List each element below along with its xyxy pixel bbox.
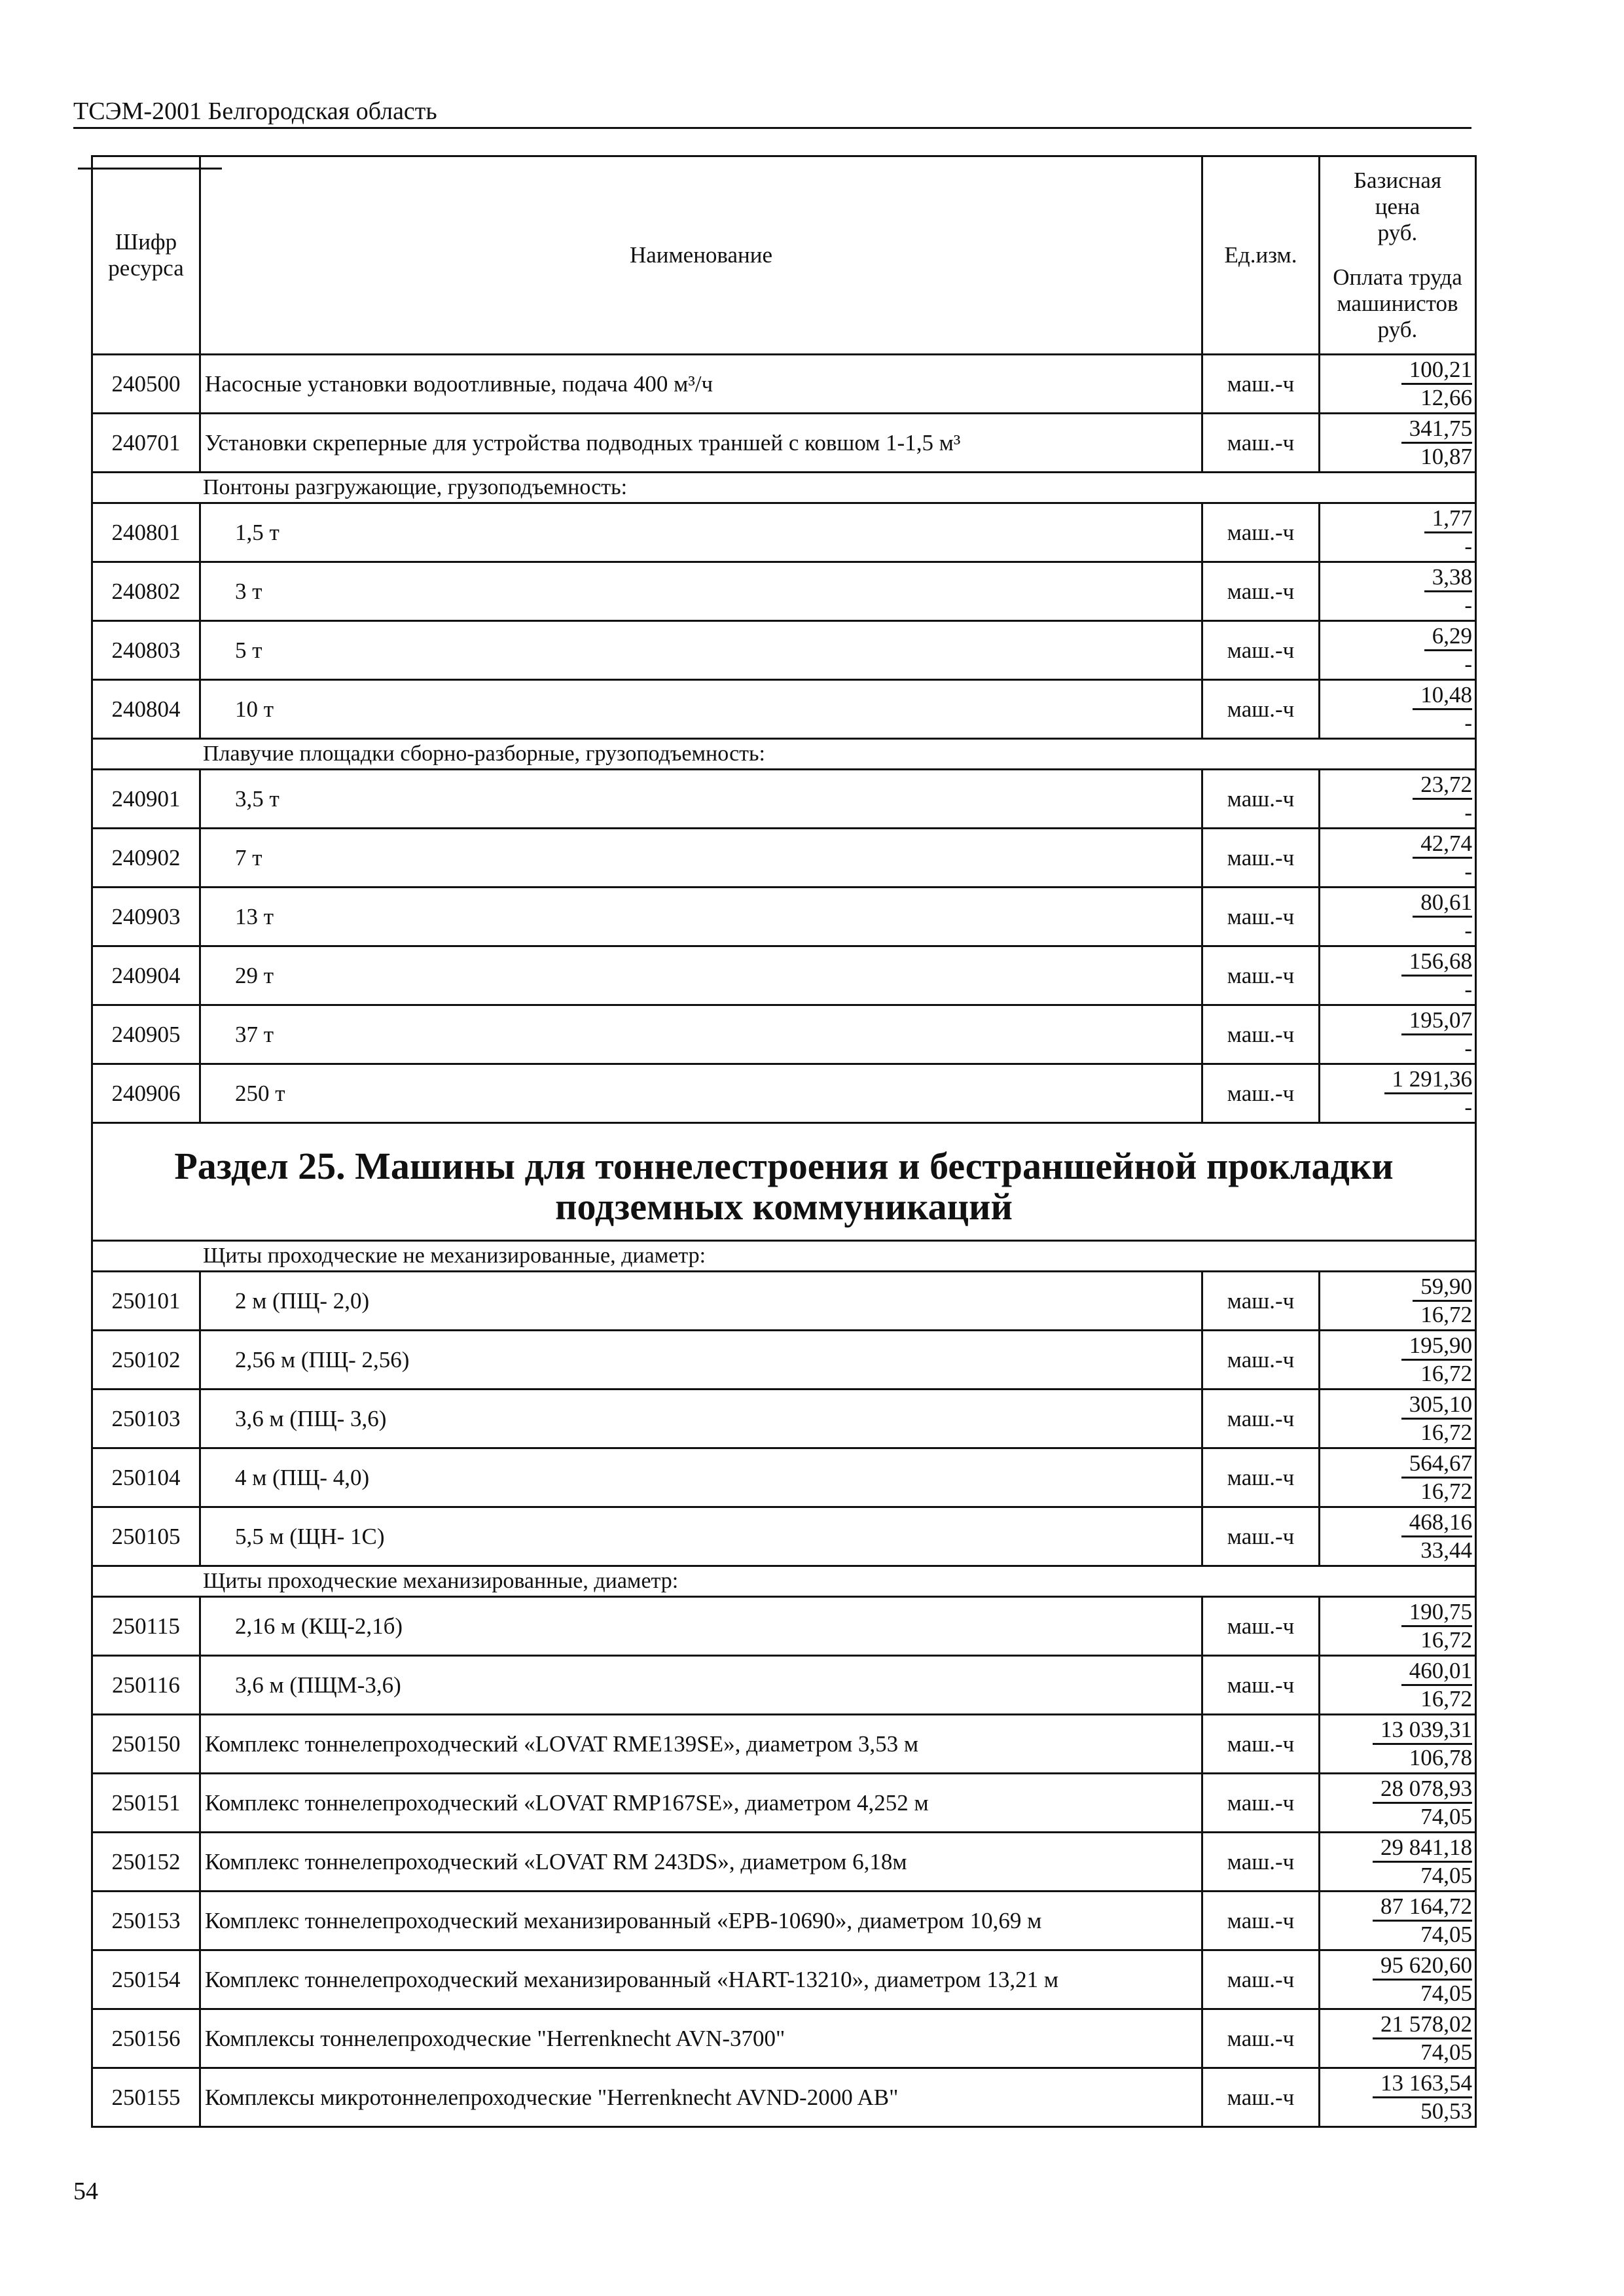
table-row xyxy=(92,1272,1476,1331)
table-row xyxy=(92,888,1476,946)
resource-code: 250156 xyxy=(92,2009,200,2068)
header-price-line6: руб. xyxy=(1377,317,1418,342)
resource-code: 250102 xyxy=(92,1331,200,1390)
base-price: 10,48 xyxy=(1413,682,1472,710)
unit-of-measure: маш.-ч xyxy=(1202,414,1320,473)
operator-labor-cost: - xyxy=(1464,651,1472,677)
resource-name: 2 м (ПЩ- 2,0) xyxy=(200,1272,1202,1331)
resource-name: 3,6 м (ПЩ- 3,6) xyxy=(200,1390,1202,1448)
base-price: 29 841,18 xyxy=(1373,1835,1472,1863)
resource-code: 240500 xyxy=(92,355,200,414)
price-cell xyxy=(1320,1656,1476,1715)
table-row xyxy=(92,2009,1476,2068)
price-cell xyxy=(1320,1833,1476,1892)
resource-code: 250105 xyxy=(92,1507,200,1566)
unit-of-measure: маш.-ч xyxy=(1202,770,1320,829)
table-row xyxy=(92,1715,1476,1774)
base-price: 13 039,31 xyxy=(1373,1717,1472,1745)
price-cell xyxy=(1320,2009,1476,2068)
base-price: 564,67 xyxy=(1401,1450,1472,1479)
price-cell xyxy=(1320,888,1476,946)
table-row xyxy=(92,770,1476,829)
group-heading-row xyxy=(92,1566,1476,1597)
table-row xyxy=(92,414,1476,473)
unit-of-measure: маш.-ч xyxy=(1202,503,1320,562)
unit-of-measure: маш.-ч xyxy=(1202,1448,1320,1507)
operator-labor-cost: 16,72 xyxy=(1420,1479,1472,1504)
operator-labor-cost: - xyxy=(1464,859,1472,884)
base-price: 95 620,60 xyxy=(1373,1952,1472,1981)
base-price: 13 163,54 xyxy=(1373,2070,1472,2098)
table-row xyxy=(92,946,1476,1005)
price-cell xyxy=(1320,1331,1476,1390)
price-cell xyxy=(1320,1950,1476,2009)
header-unit-cell: Ед.изм. xyxy=(1202,156,1320,355)
header-price-cell xyxy=(1320,156,1476,355)
unit-of-measure: маш.-ч xyxy=(1202,1331,1320,1390)
resource-code: 240902 xyxy=(92,829,200,888)
table-row xyxy=(92,2068,1476,2127)
unit-of-measure: маш.-ч xyxy=(1202,621,1320,680)
price-cell xyxy=(1320,946,1476,1005)
price-cell xyxy=(1320,503,1476,562)
operator-labor-cost: - xyxy=(1464,1094,1472,1120)
resource-name: 2,56 м (ПЩ- 2,56) xyxy=(200,1331,1202,1390)
base-price: 305,10 xyxy=(1401,1391,1472,1420)
unit-of-measure: маш.-ч xyxy=(1202,2068,1320,2127)
group-heading-text: Щиты проходческие механизированные, диаметр: xyxy=(92,1566,1476,1597)
group-heading-text: Плавучие площадки сборно-разборные, грузоподъемность: xyxy=(92,739,1476,770)
price-cell xyxy=(1320,829,1476,888)
unit-of-measure: маш.-ч xyxy=(1202,1597,1320,1656)
section-title-line1: Раздел 25. Машины для тоннелестроения и бестраншейной прокладки xyxy=(174,1144,1394,1187)
base-price: 42,74 xyxy=(1413,831,1472,859)
price-cell xyxy=(1320,1597,1476,1656)
resource-code: 240801 xyxy=(92,503,200,562)
resource-code: 250116 xyxy=(92,1656,200,1715)
header-price-line3: руб. xyxy=(1377,220,1418,245)
base-price: 1,77 xyxy=(1424,505,1472,533)
operator-labor-cost: - xyxy=(1464,800,1472,825)
operator-labor-cost: 74,05 xyxy=(1420,1863,1472,1888)
resource-name: Комплексы тоннелепроходческие "Herrenknecht AVN-3700" xyxy=(200,2009,1202,2068)
table-row xyxy=(92,1656,1476,1715)
resource-code: 250152 xyxy=(92,1833,200,1892)
resource-name: Комплекс тоннелепроходческий «LOVAT RME139SE», диаметром 3,53 м xyxy=(200,1715,1202,1774)
price-cell xyxy=(1320,770,1476,829)
resource-code: 240803 xyxy=(92,621,200,680)
unit-of-measure: маш.-ч xyxy=(1202,1656,1320,1715)
resource-name: Насосные установки водоотливные, подача 400 м³/ч xyxy=(200,355,1202,414)
header-code-line1: Шифр xyxy=(115,229,177,255)
resource-code: 250115 xyxy=(92,1597,200,1656)
table-row xyxy=(92,1892,1476,1950)
table-row xyxy=(92,621,1476,680)
operator-labor-cost: 74,05 xyxy=(1420,1981,1472,2006)
table-header-row xyxy=(92,156,1476,355)
price-cell xyxy=(1320,414,1476,473)
table-row xyxy=(92,1448,1476,1507)
base-price: 156,68 xyxy=(1401,948,1472,977)
table-row xyxy=(92,1005,1476,1064)
table-row xyxy=(92,680,1476,739)
unit-of-measure: маш.-ч xyxy=(1202,1892,1320,1950)
resource-name: 3,5 т xyxy=(200,770,1202,829)
operator-labor-cost: - xyxy=(1464,592,1472,618)
group-heading-row xyxy=(92,1241,1476,1272)
section-heading-row xyxy=(92,1123,1476,1241)
header-price-line5: машинистов xyxy=(1337,291,1458,316)
base-price: 59,90 xyxy=(1413,1274,1472,1302)
resource-name: 29 т xyxy=(200,946,1202,1005)
header-rule xyxy=(73,127,1471,129)
resource-code: 240905 xyxy=(92,1005,200,1064)
resource-code: 250150 xyxy=(92,1715,200,1774)
table-row xyxy=(92,1331,1476,1390)
price-cell xyxy=(1320,2068,1476,2127)
resource-name: 2,16 м (КЩ-2,1б) xyxy=(200,1597,1202,1656)
resource-code: 250155 xyxy=(92,2068,200,2127)
group-heading-row xyxy=(92,473,1476,503)
operator-labor-cost: - xyxy=(1464,1035,1472,1061)
resource-name: Установки скреперные для устройства подводных траншей с ковшом 1-1,5 м³ xyxy=(200,414,1202,473)
section-heading-cell xyxy=(92,1123,1476,1241)
unit-of-measure: маш.-ч xyxy=(1202,562,1320,621)
header-name-cell: Наименование xyxy=(200,156,1202,355)
resource-name: 5 т xyxy=(200,621,1202,680)
base-price: 100,21 xyxy=(1401,357,1472,385)
unit-of-measure: маш.-ч xyxy=(1202,1390,1320,1448)
unit-of-measure: маш.-ч xyxy=(1202,1774,1320,1833)
unit-of-measure: маш.-ч xyxy=(1202,355,1320,414)
price-cell xyxy=(1320,1507,1476,1566)
resource-name: 7 т xyxy=(200,829,1202,888)
price-cell xyxy=(1320,1774,1476,1833)
resource-name: 13 т xyxy=(200,888,1202,946)
base-price: 341,75 xyxy=(1401,416,1472,444)
resource-code: 240904 xyxy=(92,946,200,1005)
price-cell xyxy=(1320,680,1476,739)
document-header-title: ТСЭМ-2001 Белгородская область xyxy=(73,98,437,125)
operator-labor-cost: 16,72 xyxy=(1420,1361,1472,1386)
resource-code: 250103 xyxy=(92,1390,200,1448)
resource-code: 240903 xyxy=(92,888,200,946)
table-row xyxy=(92,1507,1476,1566)
base-price: 23,72 xyxy=(1413,772,1472,800)
resource-code: 250151 xyxy=(92,1774,200,1833)
resource-code: 250104 xyxy=(92,1448,200,1507)
price-cell xyxy=(1320,1064,1476,1123)
resource-code: 240804 xyxy=(92,680,200,739)
price-cell xyxy=(1320,1005,1476,1064)
operator-labor-cost: 10,87 xyxy=(1420,444,1472,469)
unit-of-measure: маш.-ч xyxy=(1202,829,1320,888)
unit-of-measure: маш.-ч xyxy=(1202,888,1320,946)
table-row xyxy=(92,1390,1476,1448)
table-row xyxy=(92,503,1476,562)
operator-labor-cost: 106,78 xyxy=(1409,1745,1472,1770)
unit-of-measure: маш.-ч xyxy=(1202,1833,1320,1892)
unit-of-measure: маш.-ч xyxy=(1202,1064,1320,1123)
base-price: 6,29 xyxy=(1424,623,1472,651)
group-heading-text: Понтоны разгружающие, грузоподъемность: xyxy=(92,473,1476,503)
price-cell xyxy=(1320,621,1476,680)
base-price: 87 164,72 xyxy=(1373,1893,1472,1922)
base-price: 195,90 xyxy=(1401,1333,1472,1361)
operator-labor-cost: 16,72 xyxy=(1420,1302,1472,1327)
operator-labor-cost: 74,05 xyxy=(1420,1804,1472,1829)
resource-name: 37 т xyxy=(200,1005,1202,1064)
operator-labor-cost: 74,05 xyxy=(1420,2039,1472,2065)
header-price-line4: Оплата труда xyxy=(1333,264,1462,290)
resource-name: 1,5 т xyxy=(200,503,1202,562)
base-price: 468,16 xyxy=(1401,1509,1472,1537)
operator-labor-cost: - xyxy=(1464,918,1472,943)
section-title-line2: подземных коммуникаций xyxy=(555,1185,1013,1228)
unit-of-measure: маш.-ч xyxy=(1202,1507,1320,1566)
base-price: 460,01 xyxy=(1401,1658,1472,1686)
resource-name: 5,5 м (ЩН- 1С) xyxy=(200,1507,1202,1566)
header-price-line1: Базисная xyxy=(1353,168,1442,193)
resource-name: Комплексы микротоннелепроходческие "Herrenknecht AVND-2000 AB" xyxy=(200,2068,1202,2127)
unit-of-measure: маш.-ч xyxy=(1202,1950,1320,2009)
operator-labor-cost: 16,72 xyxy=(1420,1686,1472,1712)
resource-name: 3,6 м (ПЩМ-3,6) xyxy=(200,1656,1202,1715)
unit-of-measure: маш.-ч xyxy=(1202,1272,1320,1331)
resource-name: Комплекс тоннелепроходческий «LOVAT RMP167SE», диаметром 4,252 м xyxy=(200,1774,1202,1833)
base-price: 21 578,02 xyxy=(1373,2011,1472,2039)
operator-labor-cost: 74,05 xyxy=(1420,1922,1472,1947)
base-price: 28 078,93 xyxy=(1373,1776,1472,1804)
operator-labor-cost: - xyxy=(1464,710,1472,736)
unit-of-measure: маш.-ч xyxy=(1202,1005,1320,1064)
operator-labor-cost: 16,72 xyxy=(1420,1627,1472,1653)
base-price: 1 291,36 xyxy=(1384,1066,1473,1094)
price-cell xyxy=(1320,1715,1476,1774)
table-row xyxy=(92,355,1476,414)
resource-code: 240701 xyxy=(92,414,200,473)
table-row xyxy=(92,1774,1476,1833)
operator-labor-cost: 50,53 xyxy=(1420,2098,1472,2124)
price-cell xyxy=(1320,1892,1476,1950)
operator-labor-cost: 16,72 xyxy=(1420,1420,1472,1445)
resource-price-table xyxy=(91,155,1477,2128)
resource-name: 250 т xyxy=(200,1064,1202,1123)
unit-of-measure: маш.-ч xyxy=(1202,1715,1320,1774)
page-number: 54 xyxy=(73,2178,98,2205)
operator-labor-cost: - xyxy=(1464,977,1472,1002)
resource-name: Комплекс тоннелепроходческий механизированный «HART-13210», диаметром 13,21 м xyxy=(200,1950,1202,2009)
header-code-line2: ресурса xyxy=(108,255,184,281)
base-price: 80,61 xyxy=(1413,889,1472,918)
operator-labor-cost: - xyxy=(1464,533,1472,559)
table-row xyxy=(92,562,1476,621)
resource-code: 250154 xyxy=(92,1950,200,2009)
resource-code: 250153 xyxy=(92,1892,200,1950)
price-cell xyxy=(1320,562,1476,621)
resource-code: 240901 xyxy=(92,770,200,829)
resource-name: 3 т xyxy=(200,562,1202,621)
price-cell xyxy=(1320,1448,1476,1507)
header-price-line2: цена xyxy=(1375,194,1420,219)
price-cell xyxy=(1320,1272,1476,1331)
table-row xyxy=(92,829,1476,888)
price-cell xyxy=(1320,1390,1476,1448)
header-code-cell xyxy=(92,156,200,355)
resource-name: 10 т xyxy=(200,680,1202,739)
operator-labor-cost: 33,44 xyxy=(1420,1537,1472,1563)
unit-of-measure: маш.-ч xyxy=(1202,946,1320,1005)
resource-name: Комплекс тоннелепроходческий механизированный «EPB-10690», диаметром 10,69 м xyxy=(200,1892,1202,1950)
resource-name: 4 м (ПЩ- 4,0) xyxy=(200,1448,1202,1507)
group-heading-text: Щиты проходческие не механизированные, диаметр: xyxy=(92,1241,1476,1272)
unit-of-measure: маш.-ч xyxy=(1202,680,1320,739)
table-row xyxy=(92,1833,1476,1892)
group-heading-row xyxy=(92,739,1476,770)
operator-labor-cost: 12,66 xyxy=(1420,385,1472,410)
table-row xyxy=(92,1064,1476,1123)
table-row xyxy=(92,1597,1476,1656)
resource-code: 240802 xyxy=(92,562,200,621)
price-cell xyxy=(1320,355,1476,414)
resource-code: 240906 xyxy=(92,1064,200,1123)
base-price: 190,75 xyxy=(1401,1599,1472,1627)
table-row xyxy=(92,1950,1476,2009)
base-price: 195,07 xyxy=(1401,1007,1472,1035)
resource-name: Комплекс тоннелепроходческий «LOVAT RM 243DS», диаметром 6,18м xyxy=(200,1833,1202,1892)
unit-of-measure: маш.-ч xyxy=(1202,2009,1320,2068)
base-price: 3,38 xyxy=(1424,564,1472,592)
resource-code: 250101 xyxy=(92,1272,200,1331)
